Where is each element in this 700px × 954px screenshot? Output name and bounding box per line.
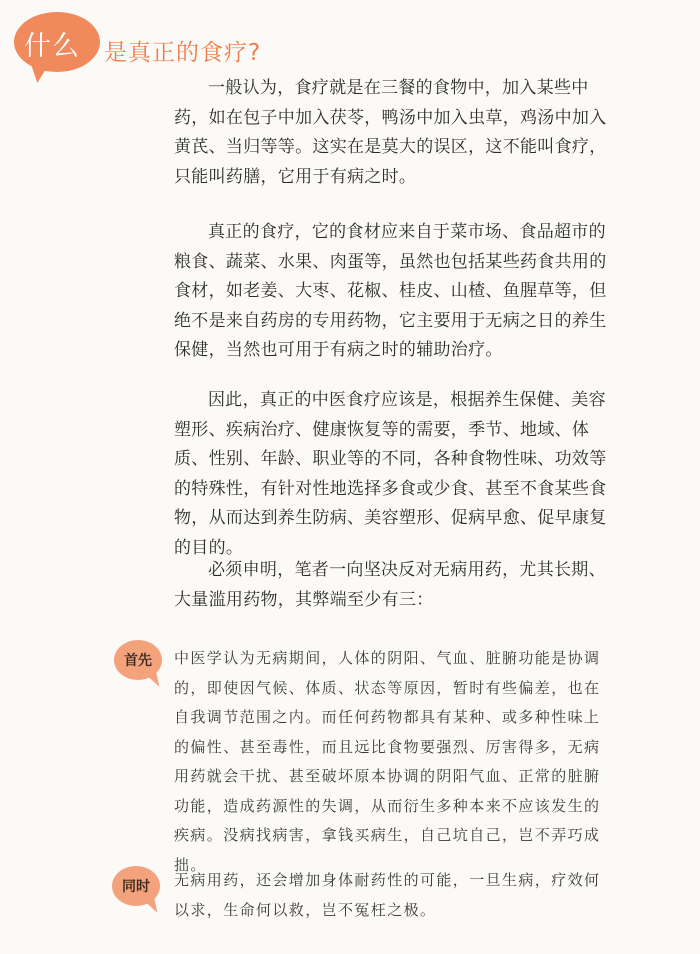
paragraph-2: 真正的食疗，它的食材应来自于菜市场、食品超市的粮食、蔬菜、水果、肉蛋等，虽然也包括某些药食共用的食材，如老姜、大枣、花椒、桂皮、山楂、鱼腥草等，但绝不是来自药房的专用药物，它主要用于无病之日的养生保健，当然也可用于有病之时的辅助治疗。	[174, 222, 607, 360]
note-text-first: 中医学认为无病期间，人体的阴阳、气血、脏腑功能是协调的，即使因气候、体质、状态等原因，暂时有些偏差，也在自我调节范围之内。而任何药物都具有某种、或多种性味上的偏性、甚至毒性，而且远比食物要强烈、厉害得多，无病用药就会干扰、甚至破坏原本协调的阴阳气血、正常的脏腑功能，造成药源性的失调，从而衍生多种本来不应该发生的疾病。没病找病害，拿钱买病生，自己坑自己，岂不弄巧成拙。	[174, 649, 601, 874]
section-header	[14, 12, 694, 74]
note-label-first: 首先	[124, 653, 152, 669]
note-text-second: 无病用药，还会增加身体耐药性的可能，一旦生病，疗效何以求，生命何以救，岂不冤枉之极。	[174, 871, 601, 919]
speech-bubble-icon	[14, 12, 100, 72]
note-label-bubble-icon	[114, 640, 162, 680]
page-title: 是真正的食疗?	[104, 40, 262, 66]
paragraph-3: 因此，真正的中医食疗应该是，根据养生保健、美容塑形、疾病治疗、健康恢复等的需要，季节、地域、体质、性别、年龄、职业等的不同，各种食物性味、功效等的特殊性，有针对性地选择多食或少食、甚至不食某些食物，从而达到养生防病、美容塑形、促病早愈、促早康复的目的。	[174, 390, 607, 558]
header-badge: 什么	[24, 31, 80, 62]
note-label-second: 同时	[122, 879, 150, 895]
paragraph-1: 一般认为，食疗就是在三餐的食物中，加入某些中药，如在包子中加入茯苓，鸭汤中加入虫草，鸡汤中加入黄芪、当归等等。这实在是莫大的误区，这不能叫食疗，只能叫药膳，它用于有病之时。	[174, 78, 607, 187]
paragraph-4: 必须申明，笔者一向坚决反对无病用药，尤其长期、大量滥用药物，其弊端至少有三：	[174, 560, 606, 610]
note-label-bubble-icon	[112, 866, 160, 906]
